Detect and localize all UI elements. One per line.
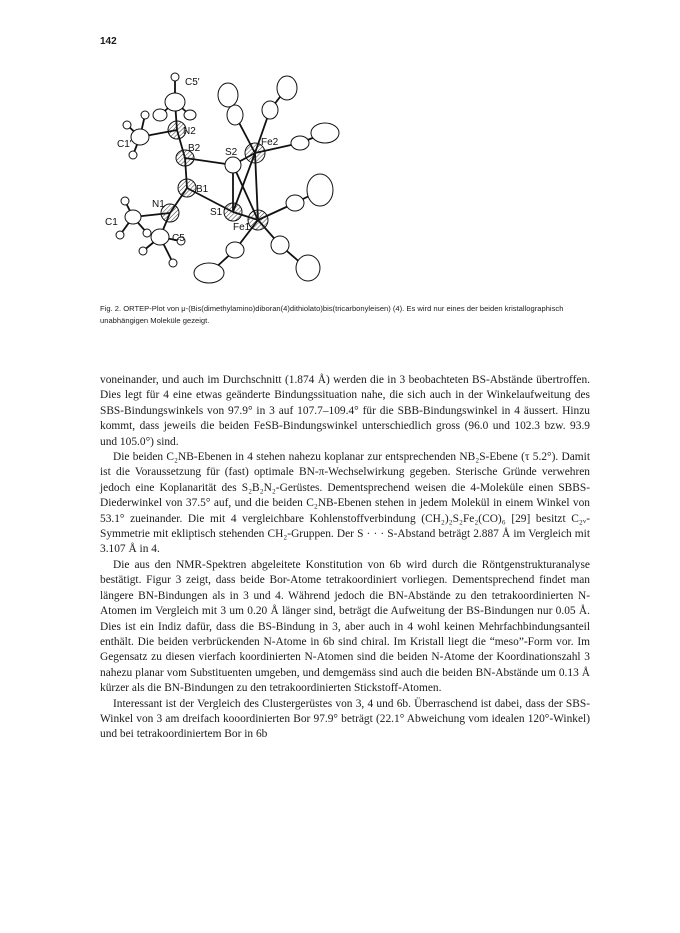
atom-label-s2: S2 — [225, 147, 238, 158]
atom-label-c1p: C1' — [117, 139, 132, 150]
atom-label-s1: S1 — [210, 207, 223, 218]
paragraph-1: voneinander, und auch im Durchschnitt (1.874 Å) werden die in 3 beobachteten BS-Abstände übertroffen. Dies legt für 4 eine etwas geänderte Bindungssituation nahe, die sich auch in der Winkelaufweitung des SBS-Bindungswinkels von 97.9° in 3 auf 107.7–109.4° für die SBB-Bindungswinkel in 4 äussert. Hinzu kommt, dass jeweils die beiden FeSB-Bindungswinkel unterschiedlich gross (96.0 und 102.3 bzw. 93.9 und 105.0°) sind. — [100, 374, 590, 448]
paragraph-3: Die aus den NMR-Spektren abgeleitete Konstitution von 6b wird durch die Röntgenstrukturanalyse bestätigt. Figur 3 zeigt, dass beide Bor-Atome tetrakoordiniert vorliegen. Dementsprechend findet man längere BN-Bindungen als in 3 und 4. Während jedoch die BN-Abstände zu den tetrakoordinierten N-Atomen im Vergleich mit 3 um 0.20 Å länger sind, beträgt die Aufweitung der BS-Bindungen nur 0.05 Å. Dies ist ein Indiz dafür, dass die BS-Bindung in 3, aber auch in 4 wohl keinen Mehrfachbindungsanteil enthält. Die beiden verbrückenden N-Atome in 6b sind chiral. Im Kristall liegt die “meso”-Form vor. Im Gegensatz zu diesen vierfach koordinierten N-Atomen sind die beiden N-Atome der Koordinationszahl 3 nahezu planar vom Substituenten umgeben, und demgemäss sind auch die beiden BN-Abstände um 0.13 Å kürzer als die BN-Bindungen zu den tetrakoordinierten Stickstoff-Atomen. — [100, 558, 590, 695]
page-number: 142 — [100, 36, 117, 47]
atom-label-b1: B1 — [196, 184, 209, 195]
atom-label-c5: C5 — [172, 233, 185, 244]
atom-label-fe1: Fe1 — [233, 222, 251, 233]
atom-label-b2: B2 — [188, 143, 201, 154]
figure-caption: Fig. 2. ORTEP-Plot von μ-(Bis(dimethylamino)diboran(4)dithiolato)bis(tricarbonyleisen) (4). Es wird nur eines der beiden kristallographisch unabhängigen Moleküle gezeigt. — [100, 304, 564, 325]
atom-label-c5p: C5' — [185, 77, 200, 88]
atom-label-c1: C1 — [105, 217, 118, 228]
paragraph-4: Interessant ist der Vergleich des Clustergerüstes von 3, 4 und 6b. Überraschend ist dabei, dass der SBS-Winkel von 3 am dreifach kooordinierten Bor 97.9° beträgt (22.1° Abweichung vom idealen 120°-Winkel) und bei tetrakoordiniertem Bor in 6b — [100, 697, 590, 741]
body-text — [100, 373, 590, 743]
atom-label-fe2: Fe2 — [261, 137, 279, 148]
paragraph-2: Die beiden C₂NB-Ebenen in 4 stehen nahezu koplanar zur entsprechenden NB₂S-Ebene (τ 5.2°). Damit ist die Voraussetzung für (fast) optimale BN-π-Wechselwirkung gegeben. Sterische Gründe verwehren jedoch eine Koplanarität des S₂B₂N₂-Gerüstes. Dementsprechend weisen die 4-Moleküle einen SBBS-Diederwinkel von 37.5° auf, und die beiden C₂NB-Ebenen stehen in jedem Molekül in einem Winkel von 53.1° zueinander. Die mit 4 vergleichbare Kohlenstoffverbindung (CH₂)₂S₂Fe₂(CO)₆ [29] besitzt C₂ᵥ-Symmetrie mit ekliptisch stehenden CH₂-Gruppen. Der S · · · S-Abstand beträgt 2.887 Å im Vergleich mit 3.107 Å in 4. — [100, 451, 590, 556]
ortep-figure — [95, 55, 395, 300]
atom-label-n1: N1 — [152, 199, 165, 210]
ortep-plot — [95, 55, 395, 300]
atom-label-n2: N2 — [183, 126, 196, 137]
